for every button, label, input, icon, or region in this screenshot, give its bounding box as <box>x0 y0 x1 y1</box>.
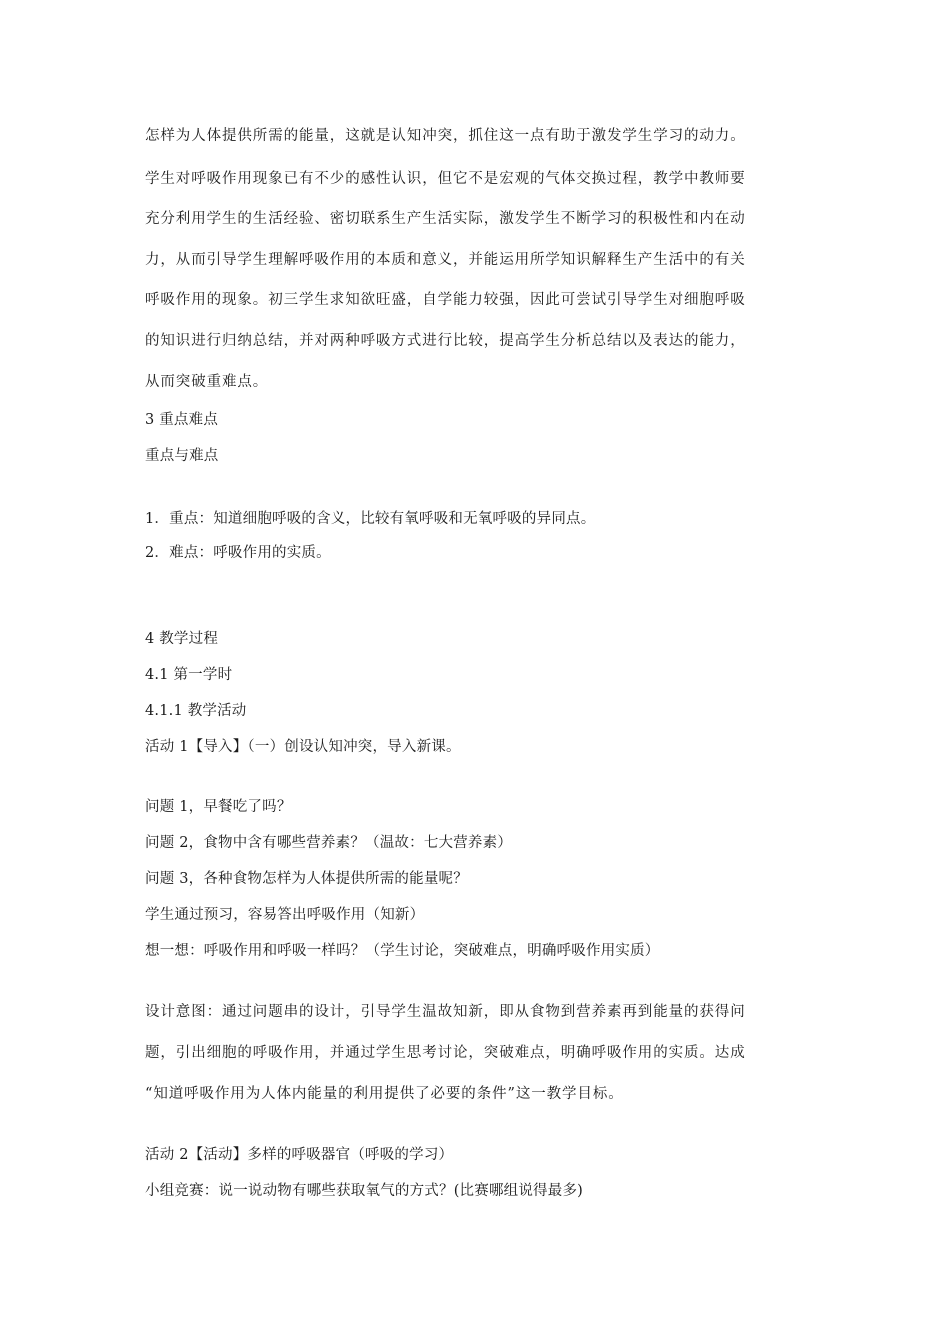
design-intent-line: “知道呼吸作用为人体内能量的利用提供了必要的条件”这一教学目标。 <box>145 1086 624 1102</box>
design-intent-line: 题，引出细胞的呼吸作用，并通过学生思考讨论，突破难点，明确呼吸作用的实质。达成 <box>145 1045 746 1061</box>
design-intent-line: 设计意图：通过问题串的设计，引导学生温故知新，即从食物到营养素再到能量的获得问 <box>145 1004 746 1020</box>
difficult-point-item: 2．难点：呼吸作用的实质。 <box>145 545 331 561</box>
intro-line: 力，从而引导学生理解呼吸作用的本质和意义，并能运用所学知识解释生产生活中的有关 <box>145 252 746 268</box>
activity-title: 活动 2【活动】多样的呼吸器官（呼吸的学习） <box>145 1147 454 1163</box>
section-subheading: 重点与难点 <box>145 448 219 464</box>
intro-line: 怎样为人体提供所需的能量，这就是认知冲突，抓住这一点有助于激发学生学习的动力。 <box>145 128 746 144</box>
activity-title: 活动 1【导入】（一）创设认知冲突，导入新课。 <box>145 739 461 755</box>
section-heading: 3 重点难点 <box>145 412 219 428</box>
subsection-heading: 4.1 第一学时 <box>145 667 233 683</box>
section-heading: 4 教学过程 <box>145 631 219 647</box>
key-point-item: 1．重点：知道细胞呼吸的含义，比较有氧呼吸和无氧呼吸的异同点。 <box>145 511 596 527</box>
intro-line: 的知识进行归纳总结，并对两种呼吸方式进行比较，提高学生分析总结以及表达的能力， <box>145 333 746 349</box>
intro-line: 呼吸作用的现象。初三学生求知欲旺盛，自学能力较强，因此可尝试引导学生对细胞呼吸 <box>145 292 746 308</box>
question-line: 学生通过预习，容易答出呼吸作用（知新） <box>145 907 425 923</box>
subsection-heading: 4.1.1 教学活动 <box>145 703 247 719</box>
question-line: 问题 3，各种食物怎样为人体提供所需的能量呢？ <box>145 871 468 887</box>
intro-line: 充分利用学生的生活经验、密切联系生产生活实际，激发学生不断学习的积极性和内在动 <box>145 211 746 227</box>
intro-line: 学生对呼吸作用现象已有不少的感性认识，但它不是宏观的气体交换过程，教学中教师要 <box>145 171 746 187</box>
group-contest-line: 小组竞赛：说一说动物有哪些获取氧气的方式？(比赛哪组说得最多) <box>145 1183 584 1199</box>
question-line: 问题 1，早餐吃了吗？ <box>145 799 292 815</box>
intro-line: 从而突破重难点。 <box>145 374 269 390</box>
question-line: 想一想：呼吸作用和呼吸一样吗？（学生讨论，突破难点，明确呼吸作用实质） <box>145 943 660 959</box>
question-line: 问题 2，食物中含有哪些营养素？（温故：七大营养素） <box>145 835 513 851</box>
